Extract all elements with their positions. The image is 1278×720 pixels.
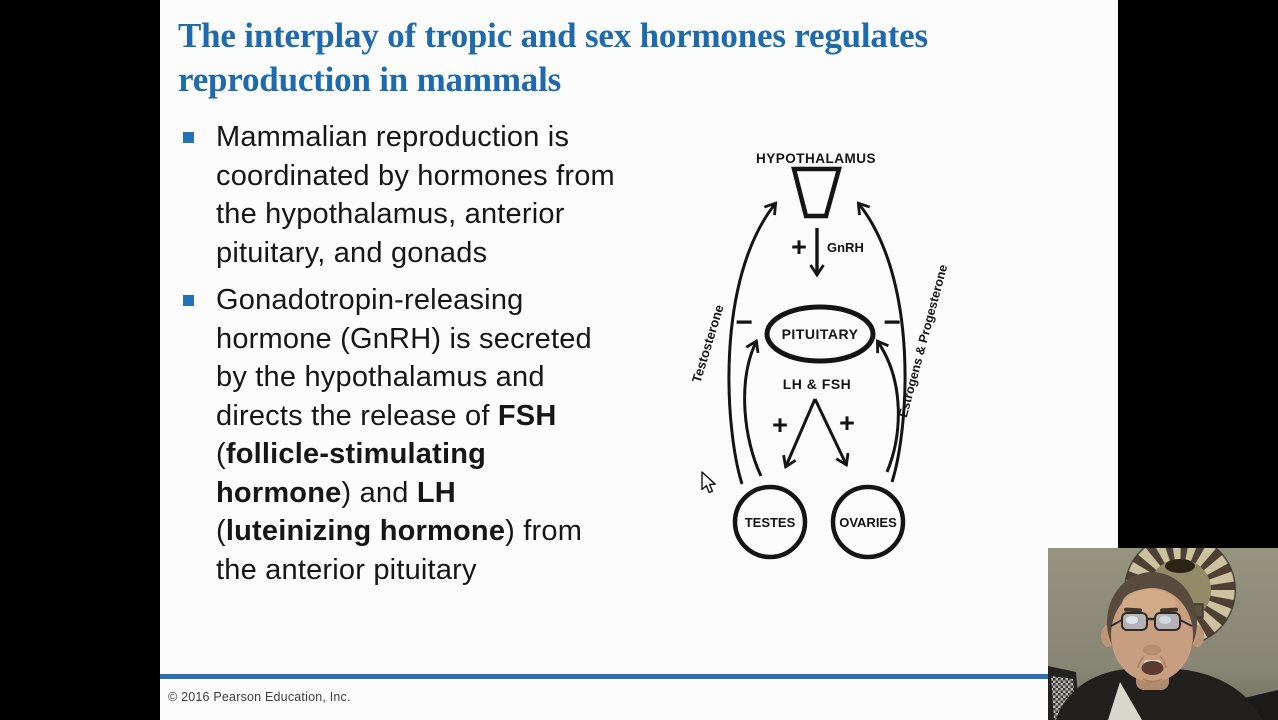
testosterone-label: Testosterone xyxy=(688,302,727,385)
presenter-mouth xyxy=(1142,661,1164,675)
plus-sign: + xyxy=(772,410,788,440)
page-title xyxy=(178,14,1098,102)
bullet-list xyxy=(183,118,615,589)
footer-divider xyxy=(160,674,1118,679)
slide xyxy=(160,0,1118,720)
bullet-item xyxy=(183,281,615,589)
bullet-text: Gonadotropin-releasing hormone (GnRH) is secreted by the hypothalamus and directs the release of FSH (follicle-stimulating hormone) and LH (luteinizing hormone) from the anterior pituitary xyxy=(216,284,592,586)
hypothalamus-funnel-shape xyxy=(794,169,839,216)
lh-fsh-label: LH & FSH xyxy=(782,376,852,392)
minus-sign-right: − xyxy=(883,306,901,339)
feedback-arrow-estrogens-to-pituitary xyxy=(878,342,898,472)
minus-sign-left: − xyxy=(735,306,753,339)
estrogens-progesterone-label: Estrogens & Progesterone xyxy=(895,262,951,419)
plus-sign: + xyxy=(839,408,855,438)
bullet-text: Mammalian reproduction is coordinated by hormones from the hypothalamus, anterior pituitary, and gonads xyxy=(216,121,615,269)
gnrh-label: GnRH xyxy=(827,240,864,255)
bullet-square-icon xyxy=(183,132,194,143)
plus-sign: + xyxy=(791,232,807,262)
lh-fsh-arrow-to-testes xyxy=(786,399,815,466)
hypothalamus-label: HYPOTHALAMUS xyxy=(756,151,876,166)
title-line: The interplay of tropic and sex hormones regulates xyxy=(178,16,928,55)
title-line: reproduction in mammals xyxy=(178,60,562,99)
bullet-item xyxy=(183,118,615,272)
mouse-cursor-icon xyxy=(700,471,718,495)
testes-label: TESTES xyxy=(744,515,796,530)
feedback-arrow-testosterone-to-pituitary xyxy=(745,342,761,476)
hormone-feedback-diagram xyxy=(687,140,957,580)
pituitary-label: PITUITARY xyxy=(781,326,859,342)
presenter-nose xyxy=(1143,645,1161,656)
ovaries-label: OVARIES xyxy=(839,515,897,530)
bullet-square-icon xyxy=(183,295,194,306)
copyright-text: © 2016 Pearson Education, Inc. xyxy=(168,690,351,704)
webcam-overlay xyxy=(1048,548,1278,720)
